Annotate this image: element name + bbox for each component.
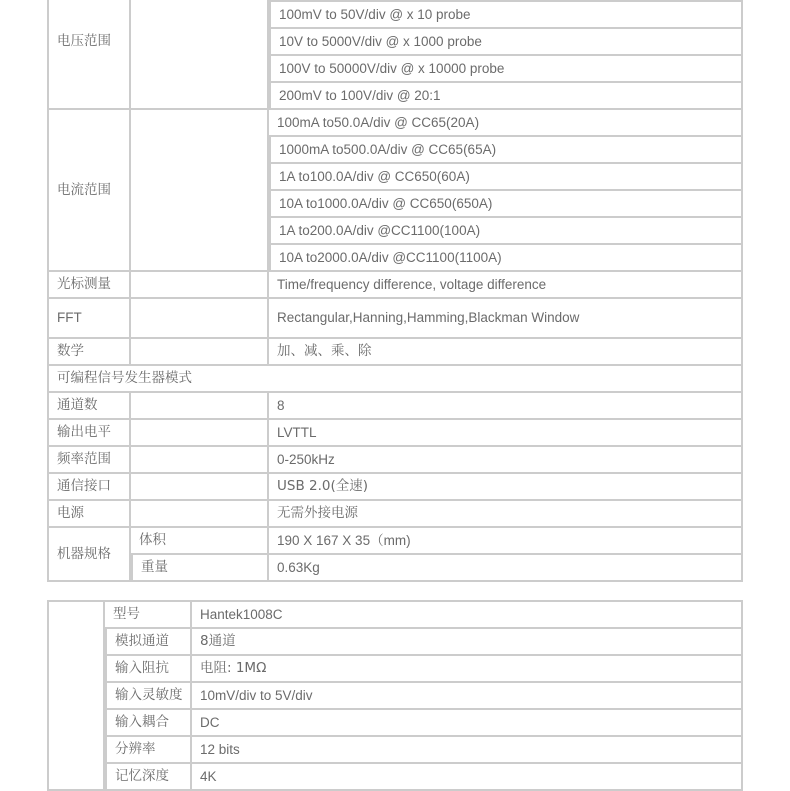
row-label-frequency-range: 频率范围 <box>47 447 131 474</box>
row-subcol-volume: 体积 <box>131 528 269 555</box>
table-row <box>47 272 743 299</box>
table-row <box>47 501 743 528</box>
row-value: 1000mA to500.0A/div @ CC65(65A) <box>269 137 743 164</box>
row-subcol-blank <box>131 393 269 420</box>
model-row-key-memory-depth: 记忆深度 <box>105 764 192 791</box>
table-row <box>47 656 743 683</box>
row-label-output-level: 输出电平 <box>47 420 131 447</box>
table-row <box>47 299 743 339</box>
row-label-communication-interface: 通信接口 <box>47 474 131 501</box>
model-row-value: 12 bits <box>192 737 743 764</box>
row-value: Time/frequency difference, voltage difference <box>269 272 743 299</box>
row-subcol-weight: 重量 <box>131 555 269 582</box>
table-row <box>47 629 743 656</box>
row-subcol-blank <box>131 474 269 501</box>
row-value: 8 <box>269 393 743 420</box>
row-subcol-blank <box>131 299 269 339</box>
row-value: 1A to200.0A/div @CC1100(100A) <box>269 218 743 245</box>
row-value: 0-250kHz <box>269 447 743 474</box>
table-row <box>47 110 743 137</box>
row-value: 100mV to 50V/div @ x 10 probe <box>269 2 743 29</box>
table-row <box>47 393 743 420</box>
row-subcol-blank <box>131 110 269 272</box>
row-value: 200mV to 100V/div @ 20:1 <box>269 83 743 110</box>
table-row <box>47 600 743 629</box>
row-value: 100V to 50000V/div @ x 10000 probe <box>269 56 743 83</box>
row-value: Rectangular,Hanning,Hamming,Blackman Window <box>269 299 743 339</box>
model-row-key-input-coupling: 输入耦合 <box>105 710 192 737</box>
model-spec-table <box>47 600 743 791</box>
row-subcol-blank <box>131 339 269 366</box>
row-subcol-blank <box>131 447 269 474</box>
model-row-key-analog-channels: 模拟通道 <box>105 629 192 656</box>
table-row <box>47 683 743 710</box>
model-row-value: 电阻: 1MΩ <box>192 656 743 683</box>
model-row-value: 8通道 <box>192 629 743 656</box>
table-row <box>47 555 743 582</box>
table-section-header-row <box>47 366 743 393</box>
model-row-key-input-impedance: 输入阻抗 <box>105 656 192 683</box>
table-row <box>47 420 743 447</box>
row-value: 无需外接电源 <box>269 501 743 528</box>
row-value: LVTTL <box>269 420 743 447</box>
row-label-channel-count: 通道数 <box>47 393 131 420</box>
row-value: 10A to2000.0A/div @CC1100(1100A) <box>269 245 743 272</box>
model-row-blank-column <box>47 600 105 791</box>
row-label-power-supply: 电源 <box>47 501 131 528</box>
oscilloscope-spec-table-container <box>47 0 743 582</box>
model-spec-table-container <box>47 600 743 791</box>
row-subcol-blank <box>131 272 269 299</box>
row-label-fft: FFT <box>47 299 131 339</box>
model-row-value: Hantek1008C <box>192 600 743 629</box>
row-value: 0.63Kg <box>269 555 743 582</box>
table-row <box>47 528 743 555</box>
row-value: 加、减、乘、除 <box>269 339 743 366</box>
table-row <box>47 737 743 764</box>
model-row-key-model: 型号 <box>105 600 192 629</box>
table-row <box>47 339 743 366</box>
model-row-key-input-sensitivity: 输入灵敏度 <box>105 683 192 710</box>
model-row-value: DC <box>192 710 743 737</box>
row-value: 1A to100.0A/div @ CC650(60A) <box>269 164 743 191</box>
section-header-signal-generator-mode: 可编程信号发生器模式 <box>47 366 743 393</box>
table-row <box>47 710 743 737</box>
table-row <box>47 764 743 791</box>
row-subcol-blank <box>131 420 269 447</box>
row-label-voltage-range: 电压范围 <box>47 0 131 110</box>
row-subcol-blank <box>131 0 269 110</box>
row-value: 190 X 167 X 35（mm) <box>269 528 743 555</box>
row-value: 100mA to50.0A/div @ CC65(20A) <box>269 110 743 137</box>
row-label-math: 数学 <box>47 339 131 366</box>
row-value: 10A to1000.0A/div @ CC650(650A) <box>269 191 743 218</box>
table-row <box>47 474 743 501</box>
oscilloscope-spec-table <box>47 0 743 582</box>
row-label-machine-specs: 机器规格 <box>47 528 131 582</box>
model-row-value: 10mV/div to 5V/div <box>192 683 743 710</box>
row-label-cursor-measurement: 光标测量 <box>47 272 131 299</box>
model-row-key-resolution: 分辨率 <box>105 737 192 764</box>
row-subcol-blank <box>131 501 269 528</box>
row-value: 10V to 5000V/div @ x 1000 probe <box>269 29 743 56</box>
row-label-current-range: 电流范围 <box>47 110 131 272</box>
table-row <box>47 447 743 474</box>
model-row-value: 4K <box>192 764 743 791</box>
row-value: USB 2.0(全速) <box>269 474 743 501</box>
